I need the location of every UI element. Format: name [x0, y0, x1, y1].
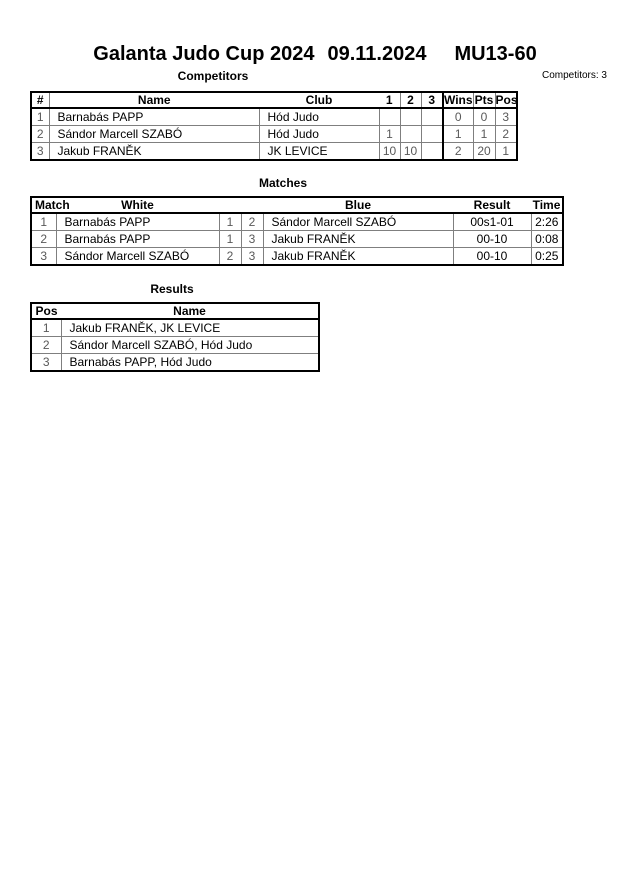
- competitor-row: [31, 108, 517, 126]
- result-name: Jakub FRANĚK, JK LEVICE: [61, 319, 319, 337]
- wins-value: 0: [443, 108, 473, 126]
- match-number: 1: [31, 213, 56, 231]
- header-result: Result: [453, 197, 531, 213]
- result-row: [31, 337, 319, 354]
- header-blue-number: [241, 197, 263, 213]
- match-row: [31, 213, 563, 231]
- blue-name: Jakub FRANĚK: [263, 248, 453, 266]
- result-row: [31, 354, 319, 372]
- match-number: 2: [31, 231, 56, 248]
- pos-value: 1: [495, 143, 517, 161]
- header-pts: Pts: [474, 93, 494, 107]
- header-match: Match: [31, 197, 56, 213]
- event-date: 09.11.2024: [327, 43, 427, 65]
- round-2-score: [400, 126, 421, 143]
- header-pos: Pos: [31, 303, 61, 319]
- result-name: Barnabás PAPP, Hód Judo: [61, 354, 319, 372]
- pos-value: 2: [495, 126, 517, 143]
- section-title-competitors: Competitors: [177, 69, 249, 83]
- competitor-name: Sándor Marcell SZABÓ: [49, 126, 259, 143]
- blue-competitor-number: 2: [241, 213, 263, 231]
- category-label: MU13-60: [454, 43, 537, 65]
- round-1-score: [379, 108, 400, 126]
- competitor-club: Hód Judo: [259, 108, 379, 126]
- competitor-number: 1: [31, 108, 49, 126]
- white-name: Barnabás PAPP: [56, 231, 219, 248]
- round-3-score: [421, 126, 443, 143]
- header-round-3: 3: [421, 92, 443, 108]
- pos-value: 3: [495, 108, 517, 126]
- header-wins: Wins: [444, 93, 473, 107]
- result-position: 3: [31, 354, 61, 372]
- pts-value: 1: [473, 126, 495, 143]
- wins-value: 2: [443, 143, 473, 161]
- section-title-matches: Matches: [258, 176, 308, 190]
- match-row: [31, 248, 563, 266]
- white-competitor-number: 1: [219, 231, 241, 248]
- matches-table: [30, 196, 564, 266]
- result-position: 1: [31, 319, 61, 337]
- white-competitor-number: 1: [219, 213, 241, 231]
- match-result: 00-10: [453, 248, 531, 266]
- round-1-score: 1: [379, 126, 400, 143]
- competitors-table: [30, 91, 518, 161]
- white-name: Sándor Marcell SZABÓ: [56, 248, 219, 266]
- header-name: Name: [61, 303, 319, 319]
- round-1-score: 10: [379, 143, 400, 161]
- header-pos: Pos: [495, 93, 518, 107]
- header-time: Time: [531, 197, 563, 213]
- event-name: Galanta Judo Cup 2024: [93, 43, 315, 65]
- competitors-count: Competitors: 3: [541, 70, 607, 81]
- round-3-score: [421, 108, 443, 126]
- result-name: Sándor Marcell SZABÓ, Hód Judo: [61, 337, 319, 354]
- match-result: 00-10: [453, 231, 531, 248]
- round-3-score: [421, 143, 443, 161]
- pts-value: 0: [473, 108, 495, 126]
- header-club: Club: [259, 92, 379, 108]
- header-number: #: [31, 92, 49, 108]
- competitor-number: 3: [31, 143, 49, 161]
- white-competitor-number: 2: [219, 248, 241, 266]
- page-title: [0, 43, 630, 66]
- white-name: Barnabás PAPP: [56, 213, 219, 231]
- competitor-name: Barnabás PAPP: [49, 108, 259, 126]
- competitor-name: Jakub FRANĚK: [49, 143, 259, 161]
- match-row: [31, 231, 563, 248]
- competitor-number: 2: [31, 126, 49, 143]
- header-white: White: [56, 197, 219, 213]
- header-round-1: 1: [379, 92, 400, 108]
- match-number: 3: [31, 248, 56, 266]
- competitors-header-row: [31, 92, 517, 108]
- section-title-results: Results: [150, 282, 194, 296]
- pts-value: 20: [473, 143, 495, 161]
- blue-competitor-number: 3: [241, 231, 263, 248]
- blue-competitor-number: 3: [241, 248, 263, 266]
- header-round-2: 2: [400, 92, 421, 108]
- match-result: 00s1-01: [453, 213, 531, 231]
- round-2-score: 10: [400, 143, 421, 161]
- match-time: 0:25: [531, 248, 563, 266]
- matches-header-row: [31, 197, 563, 213]
- header-blue: Blue: [263, 197, 453, 213]
- match-time: 0:08: [531, 231, 563, 248]
- competitor-row: [31, 143, 517, 161]
- round-2-score: [400, 108, 421, 126]
- header-white-number: [219, 197, 241, 213]
- competitor-club: JK LEVICE: [259, 143, 379, 161]
- header-name: Name: [49, 92, 259, 108]
- blue-name: Jakub FRANĚK: [263, 231, 453, 248]
- match-time: 2:26: [531, 213, 563, 231]
- competitor-club: Hód Judo: [259, 126, 379, 143]
- result-position: 2: [31, 337, 61, 354]
- result-row: [31, 319, 319, 337]
- competitor-row: [31, 126, 517, 143]
- results-header-row: [31, 303, 319, 319]
- results-table: [30, 302, 320, 372]
- blue-name: Sándor Marcell SZABÓ: [263, 213, 453, 231]
- wins-value: 1: [443, 126, 473, 143]
